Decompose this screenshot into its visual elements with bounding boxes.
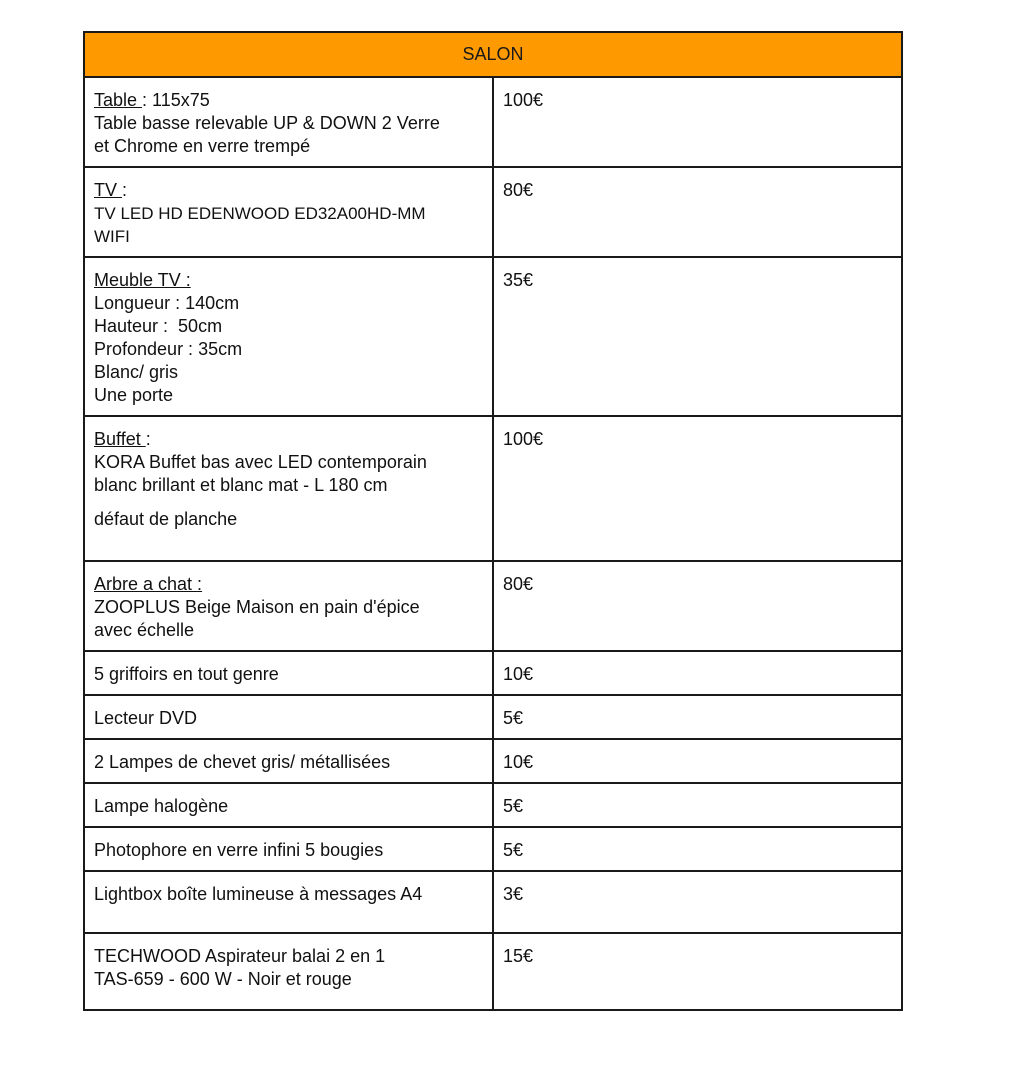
header-row: [84, 32, 902, 77]
price-cell: [493, 651, 902, 695]
item-description: TV LED HD EDENWOOD ED32A00HD-MM: [94, 204, 426, 223]
item-cell: [84, 77, 493, 167]
price-cell: [493, 871, 902, 933]
item-description: 2 Lampes de chevet gris/ métallisées: [94, 752, 391, 772]
price-cell: [493, 167, 902, 257]
item-cell: [84, 827, 493, 871]
table-title: SALON: [84, 32, 902, 77]
price-cell: [493, 561, 902, 651]
salon-table: [83, 31, 903, 1011]
table-row: [84, 739, 902, 783]
item-description: Longueur : 140cm: [94, 293, 240, 313]
table-row: [84, 167, 902, 257]
item-description: Table basse relevable UP & DOWN 2 Verre: [94, 113, 440, 133]
price-cell: [493, 77, 902, 167]
price-cell: [493, 695, 902, 739]
item-cell: [84, 561, 493, 651]
item-cell: [84, 871, 493, 933]
item-description: Lightbox boîte lumineuse à messages A4: [94, 884, 423, 904]
item-price: 15€: [503, 946, 534, 966]
price-cell: [493, 416, 902, 561]
item-description: avec échelle: [94, 620, 195, 640]
table-row: [84, 695, 902, 739]
item-description: Profondeur : 35cm: [94, 339, 243, 359]
item-cell: [84, 783, 493, 827]
table-row: [84, 416, 902, 561]
item-description: 5 griffoirs en tout genre: [94, 664, 279, 684]
item-cell: [84, 933, 493, 1010]
item-description: Blanc/ gris: [94, 362, 179, 382]
item-cell: [84, 739, 493, 783]
item-price: 3€: [503, 884, 524, 904]
table-row: [84, 783, 902, 827]
table-row: [84, 651, 902, 695]
item-heading-suffix: : 115x75: [142, 90, 210, 110]
item-heading-suffix: :: [122, 180, 128, 200]
item-price: 5€: [503, 840, 524, 860]
item-heading: Buffet: [94, 429, 146, 449]
item-cell: [84, 257, 493, 416]
item-description: TECHWOOD Aspirateur balai 2 en 1: [94, 946, 386, 966]
item-cell: [84, 651, 493, 695]
item-description: Une porte: [94, 385, 174, 405]
item-cell: [84, 167, 493, 257]
item-price: 10€: [503, 664, 534, 684]
item-heading: TV: [94, 180, 123, 200]
item-description: WIFI: [94, 227, 130, 246]
price-cell: [493, 257, 902, 416]
item-description: Photophore en verre infini 5 bougies: [94, 840, 384, 860]
item-description: TAS-659 - 600 W - Noir et rouge: [94, 969, 352, 989]
price-cell: [493, 739, 902, 783]
item-description: ZOOPLUS Beige Maison en pain d'épice: [94, 597, 420, 617]
item-price: 80€: [503, 180, 534, 200]
item-price: 100€: [503, 90, 544, 110]
item-description: et Chrome en verre trempé: [94, 136, 311, 156]
price-cell: [493, 783, 902, 827]
item-heading: Meuble TV :: [94, 270, 191, 290]
table-row: [84, 827, 902, 871]
item-description: Hauteur : 50cm: [94, 316, 223, 336]
table-row: [84, 561, 902, 651]
table-row: [84, 257, 902, 416]
item-heading: Table: [94, 90, 143, 110]
price-cell: [493, 827, 902, 871]
item-price: 5€: [503, 708, 524, 728]
table-row: [84, 77, 902, 167]
price-cell: [493, 933, 902, 1010]
item-cell: [84, 416, 493, 561]
item-note: défaut de planche: [94, 509, 238, 529]
item-heading: Arbre a chat :: [94, 574, 203, 594]
item-heading-suffix: :: [145, 429, 151, 449]
item-price: 35€: [503, 270, 534, 290]
item-description: KORA Buffet bas avec LED contemporain: [94, 452, 427, 472]
item-cell: [84, 695, 493, 739]
item-price: 100€: [503, 429, 544, 449]
item-description: Lecteur DVD: [94, 708, 198, 728]
item-description: blanc brillant et blanc mat - L 180 cm: [94, 475, 388, 495]
item-description: Lampe halogène: [94, 796, 229, 816]
table-row: [84, 871, 902, 933]
table-row: [84, 933, 902, 1010]
item-price: 5€: [503, 796, 524, 816]
item-price: 80€: [503, 574, 534, 594]
item-price: 10€: [503, 752, 534, 772]
